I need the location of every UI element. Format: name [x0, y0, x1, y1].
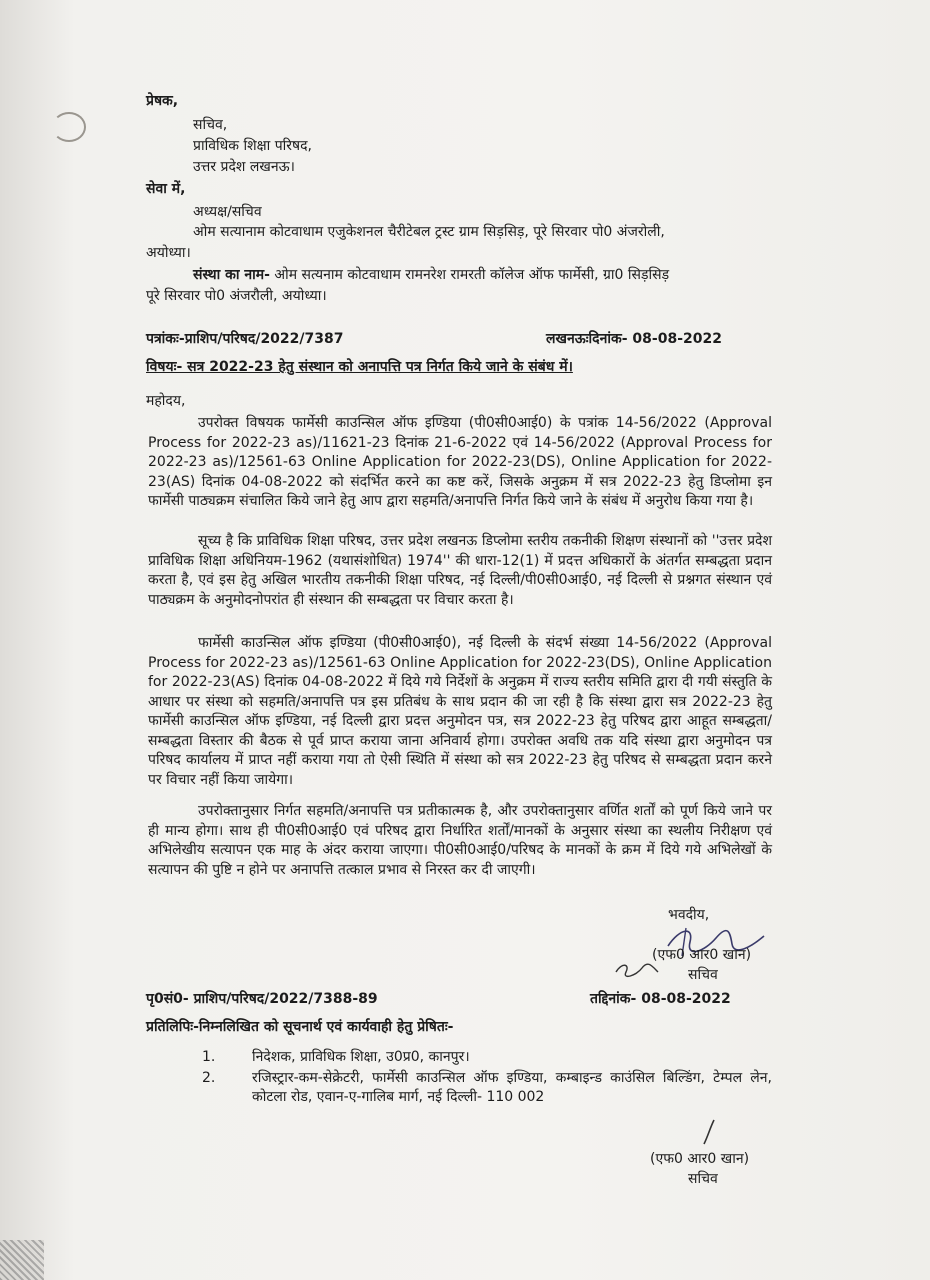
stamp-edge-mark — [0, 1240, 44, 1280]
copy-item-2-number: 2. — [202, 1070, 216, 1086]
body-paragraph-3: फार्मेसी काउन्सिल ऑफ इण्डिया (पी0सी0आई0), नई दिल्ली के संदर्भ संख्या 14-56/2022 (Approval Process for 2022-23 as)/12561-63 Online Application for 2022-23(DS), Online Application for 2022-23(AS) दिनांक 04-08-2022 में दिये गये निर्देशों के अनुक्रम में राज्य स्तरीय समिति द्वारा दी गयी संस्तुति के आधार पर संस्था को सहमति/अनापत्ति पत्र इस प्रतिबंध के साथ प्रदान की जा रही है कि संस्था द्वारा सत्र 2022-23 हेतु फार्मेसी काउन्सिल ऑफ इण्डिया, नई दिल्ली द्वारा प्रदत्त अनुमोदन पत्र, सत्र 2022-23 हेतु परिषद द्वारा आहूत सम्बद्धता/सम्बद्धता विस्तार की बैठक से पूर्व प्राप्त कराया जाना अनिवार्य होगा। उपरोक्त अवधि तक यदि संस्था द्वारा अनुमोदन पत्र परिषद कार्यालय में प्राप्त नहीं कराया गया तो ऐसी स्थिति में संस्था को सत्र 2022-23 हेतु परिषद से सम्बद्धता प्रदान करने पर विचार नहीं किया जायेगा। — [148, 635, 772, 788]
copy-item-2-text: रजिस्ट्रार-कम-सेक्रेटरी, फार्मेसी काउन्सिल ऑफ इण्डिया, कम्बाइन्ड काउंसिल बिल्डिंग, टेम्पल लेन, कोटला रोड, एवान-ए-गालिब मार्ग, नई दिल्ली- 110 002 — [252, 1070, 772, 1105]
institute-line-2: पूरे सिरवार पो0 अंजरौली, अयोध्या। — [146, 288, 327, 304]
second-signatory-title: सचिव — [688, 1171, 718, 1187]
punch-hole-mark — [52, 112, 86, 142]
recipient-line-3: अयोध्या। — [146, 245, 191, 261]
recipient-line-2: ओम सत्यानाम कोटवाधाम एजुकेशनल चैरीटेबल ट्रस्ट ग्राम सिड़सिड़, पूरे सिरवार पो0 अंजरोली, — [193, 224, 665, 240]
signatory-title: सचिव — [688, 967, 718, 983]
copy-to-heading: प्रतिलिपिः-निम्नलिखित को सूचनार्थ एवं कार्यवाही हेतु प्रेषितः- — [146, 1019, 454, 1035]
body-paragraph-1: उपरोक्त विषयक फार्मेसी काउन्सिल ऑफ इण्डिया (पी0सी0आई0) के पत्रांक 14-56/2022 (Approval Process for 2022-23 as)/11621-23 दिनांक 21-6-2022 एवं 14-56/2022 (Approval Process for 2022-23 as)/12561-63 Online Application for 2022-23(DS), Online Application for 2022-23(AS) दिनांक 04-08-2022 को संदर्भित करने का कष्ट करें, जिसके अनुक्रम में सत्र 2022-23 हेतु डिप्लोमा इन फार्मेसी पाठ्यक्रम संचालित किये जाने हेतु आप द्वारा सहमति/अनापत्ति निर्गत किये जाने के संबंध में अनुरोध किया गया है। — [148, 415, 772, 509]
subject-line: विषयः- सत्र 2022-23 हेतु संस्थान को अनापत्ति पत्र निर्गत किये जाने के संबंध में। — [146, 359, 573, 375]
endorsement-date: तद्दिनांक- 08-08-2022 — [590, 991, 731, 1007]
closing: भवदीय, — [668, 907, 710, 923]
letter-date: लखनऊःदिनांक- 08-08-2022 — [546, 331, 722, 347]
institute-name: ओम सत्यनाम कोटवाधाम रामनरेश रामरती कॉलेज ऑफ फार्मेसी, ग्रा0 सिड़सिड़ — [274, 267, 670, 283]
sender-label: प्रेषक, — [146, 93, 179, 109]
second-signature-mark — [700, 1118, 720, 1146]
sender-line-2: प्राविधिक शिक्षा परिषद, — [193, 138, 312, 154]
signatory-name: (एफ0 आर0 खान) — [652, 947, 752, 963]
recipient-label: सेवा में, — [146, 181, 186, 197]
copy-item-1-number: 1. — [202, 1049, 216, 1065]
sender-line-1: सचिव, — [193, 117, 228, 133]
body-paragraph-2: सूच्य है कि प्राविधिक शिक्षा परिषद, उत्तर प्रदेश लखनऊ डिप्लोमा स्तरीय तकनीकी शिक्षण संस्थानों को ''उत्तर प्रदेश प्राविधिक शिक्षा अधिनियम-1962 (यथासंशोधित) 1974'' की धारा-12(1) में प्रदत्त अधिकारों के अंतर्गत सम्बद्धता प्रदान करता है, एवं इस हेतु अखिल भारतीय तकनीकी शिक्षा परिषद, नई दिल्ली/पी0सी0आई0, नई दिल्ली से प्रश्नगत संस्थान एवं पाठ्यक्रम के अनुमोदनोपरांत ही संस्थान की सम्बद्धता पर विचार करता है। — [148, 533, 772, 608]
institute-line-1 — [193, 266, 669, 285]
recipient-line-1: अध्यक्ष/सचिव — [193, 204, 262, 220]
initials-scribble — [612, 960, 662, 980]
letter-number: पत्रांकः-प्राशिप/परिषद/2022/7387 — [146, 331, 344, 347]
salutation: महोदय, — [146, 393, 186, 409]
body-paragraph-4: उपरोक्तानुसार निर्गत सहमति/अनापत्ति पत्र प्रतीकात्मक है, और उपरोक्तानुसार वर्णित शर्तों को पूर्ण किये जाने पर ही मान्य होगा। साथ ही पी0सी0आई0 एवं परिषद द्वारा निर्धारित शर्तों/मानकों के अनुसार संस्था का स्थलीय निरीक्षण एवं अभिलेखीय सत्यापन एक माह के अंदर कराया जाएगा। पी0सी0आई0/परिषद के मानकों के क्रम में दिये गये अभिलेखों के सत्यापन की पुष्टि न होने पर अनापत्ति तत्काल प्रभाव से निरस्त कर दी जाएगी। — [148, 803, 772, 878]
endorsement-number: पृ0सं0- प्राशिप/परिषद/2022/7388-89 — [146, 991, 378, 1007]
copy-item-1-text: निदेशक, प्राविधिक शिक्षा, उ0प्र0, कानपुर। — [252, 1049, 470, 1065]
second-signatory-name: (एफ0 आर0 खान) — [650, 1151, 750, 1167]
sender-line-3: उत्तर प्रदेश लखनऊ। — [193, 159, 295, 175]
institute-label: संस्था का नाम- — [193, 267, 270, 283]
